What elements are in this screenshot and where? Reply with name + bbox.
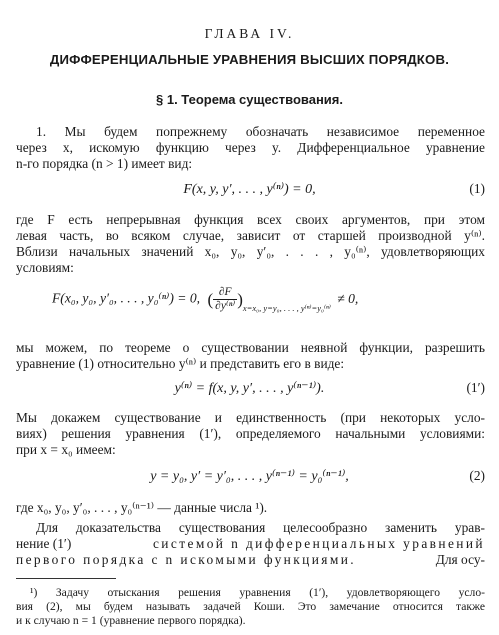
equation-1-prime-body: y⁽ⁿ⁾ = f(x, y, y′, . . . , y⁽ⁿ⁻¹⁾). xyxy=(174,381,325,396)
equation-1-prime-number: (1′) xyxy=(466,380,485,395)
paragraph-6-line-2-start: нение (1′) xyxy=(16,536,72,551)
paragraph-3-line-2: уравнение (1) относительно y⁽ⁿ⁾ и представить его в виде: xyxy=(16,356,345,371)
paragraph-5-line-1: где x₀, y₀, y′₀, . . . , y₀⁽ⁿ⁻¹⁾ — данные числа ¹). xyxy=(16,500,268,515)
equation-1-body: F(x, y, y′, . . . , y⁽ⁿ⁾) = 0, xyxy=(183,182,316,197)
paragraph-6-line-2 xyxy=(16,536,485,552)
footnote-line-2: вия (2), мы будем называть задачей Коши. Это замечание относится также xyxy=(16,600,485,613)
close-paren: ) xyxy=(237,289,243,309)
conditions-subscript: x=x₀, y=y₀, . . . , y⁽ⁿ⁾=y₀⁽ⁿ⁾ xyxy=(242,302,331,313)
footnote-line-1: ¹) Задачу отыскания решения уравнения (1′), удовлетворяющего усло- xyxy=(30,586,485,599)
equation-2-number: (2) xyxy=(469,468,485,483)
chapter-heading: ГЛАВА IV. xyxy=(204,26,295,41)
fraction-denominator: ∂y⁽ⁿ⁾ xyxy=(215,300,236,312)
paragraph-6-line-3-end: Для осу- xyxy=(435,552,485,567)
chapter-title: ДИФФЕРЕНЦИАЛЬНЫЕ УРАВНЕНИЯ ВЫСШИХ ПОРЯДКОВ. xyxy=(49,52,450,67)
conditions-left: F(x₀, y₀, y′₀, . . . , y₀⁽ⁿ⁾) = 0, xyxy=(52,290,201,306)
paragraph-4-line-2: виях) решения уравнения (1′), определяемого начальными условиями: xyxy=(16,426,485,441)
paragraph-3-line-1: мы можем, по теореме о существовании неявной функции, разрешить xyxy=(16,340,485,355)
equation-2 xyxy=(0,468,499,485)
paragraph-4-line-3: при x = x₀ имеем: xyxy=(16,442,116,457)
equation-1-prime xyxy=(0,380,499,397)
paragraph-2-line-1: где F есть непрерывная функция всех своих аргументов, при этом xyxy=(16,212,485,227)
paragraph-2-line-2: левая часть, во всяком случае, зависит от старшей производной y⁽ⁿ⁾. xyxy=(16,228,485,243)
equation-1-number: (1) xyxy=(469,181,485,196)
equation-2-body: y = y₀, y′ = y′₀, . . . , y⁽ⁿ⁻¹⁾ = y₀⁽ⁿ⁻¹⁾, xyxy=(150,469,349,484)
paragraph-2-line-4: условиям: xyxy=(16,260,74,275)
section-heading: § 1. Теорема существования. xyxy=(156,92,343,107)
paragraph-1-line-2: через x, искомую функцию через y. Дифференциальное уравнение xyxy=(16,140,485,155)
paragraph-6-line-2-spaced: системой n дифференциальных уравнений xyxy=(152,536,485,551)
paragraph-1-line-1: 1. Мы будем попрежнему обозначать независимое переменное xyxy=(36,124,485,139)
paragraph-6-line-3 xyxy=(16,552,485,568)
conditions-right: ≠ 0, xyxy=(337,290,359,306)
footnote-line-3: и к случаю n = 1 (уравнение первого порядка). xyxy=(16,614,246,627)
paragraph-4-line-1: Мы докажем существование и единственность (при некоторых усло- xyxy=(16,410,485,425)
open-paren: ( xyxy=(207,289,214,309)
paragraph-1-line-3: n-го порядка (n > 1) имеет вид: xyxy=(16,156,193,171)
fraction-numerator: ∂F xyxy=(213,286,237,300)
paragraph-2-line-3: Вблизи начальных значений x₀, y₀, y′₀, . . . , y₀⁽ⁿ⁾, удовлетворяющих xyxy=(16,244,485,259)
paragraph-6-line-1: Для доказательства существования целесообразно заменить урав- xyxy=(36,520,485,535)
paragraph-6-line-3-spaced: первого порядка с n искомыми функциями. xyxy=(16,552,357,567)
equation-conditions xyxy=(52,286,492,314)
footnote-divider xyxy=(16,578,116,579)
partial-derivative-fraction xyxy=(213,286,237,313)
equation-1 xyxy=(0,181,499,198)
